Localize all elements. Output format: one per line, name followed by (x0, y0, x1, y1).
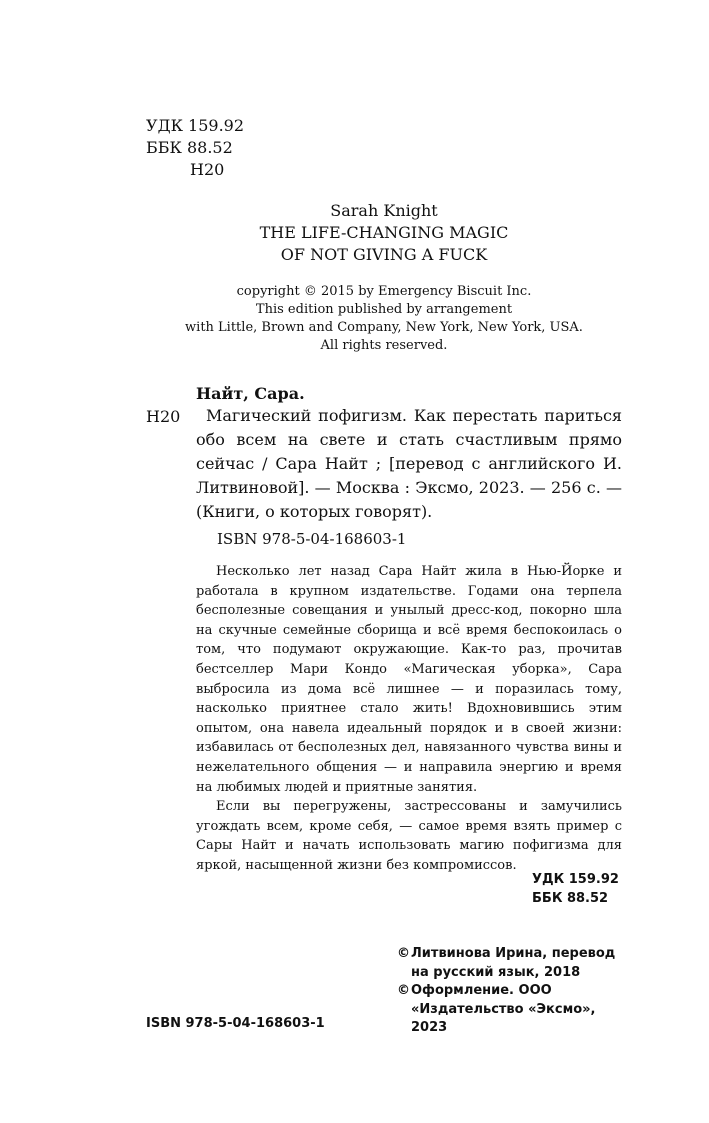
copyright-line: All rights reserved. (320, 338, 448, 353)
catalog-description: Магический пофигизм. Как перестать париться обо всем на свете и стать счастливым прямо сейчас / Сара Найт ; [перевод с английского И. Литвиновой]. — Москва : Эксмо, 2023. — 256 с. — (Книги, о которых говорят). (196, 406, 622, 521)
annotation-bbk: ББК 88.52 (532, 891, 609, 906)
catalog-isbn: ISBN 978-5-04-168603-1 (217, 530, 407, 548)
original-author: Sarah Knight (330, 201, 438, 220)
bbk-code: ББК 88.52 (146, 138, 233, 157)
catalog-heading: Найт, Сара. (196, 384, 305, 403)
classification-codes (146, 115, 244, 181)
copyright-line: copyright © 2015 by Emergency Biscuit Inc. (236, 284, 532, 299)
translation-rights (398, 945, 628, 982)
annotation-paragraph: Если вы перегружены, застрессованы и замучились угождать всем, кроме себя, — самое время взять пример с Сары Найт и начать использовать магию пофигизма для яркой, насыщенной жизни без компромиссов. (196, 799, 622, 873)
original-title-block (146, 200, 622, 266)
udk-code: УДК 159.92 (146, 116, 245, 135)
imprint-isbn: ISBN 978-5-04-168603-1 (146, 1016, 325, 1031)
catalog-author-mark: Н20 (146, 407, 181, 426)
translation-rights-text: Литвинова Ирина, перевод на русский язык, 2018 (411, 946, 616, 980)
copyright-symbol: © (397, 946, 410, 961)
copyright-line: with Little, Brown and Company, New York, New York, USA. (185, 320, 583, 335)
copyright-notice (146, 283, 622, 355)
copyright-symbol: © (397, 983, 410, 999)
annotation-codes (532, 870, 619, 908)
original-title-line: THE LIFE-CHANGING MAGIC (259, 223, 509, 242)
original-title-line: OF NOT GIVING A FUCK (280, 245, 488, 264)
rights-block (398, 945, 628, 1038)
author-mark: Н20 (190, 160, 225, 179)
copyright-line: This edition published by arrangement (255, 302, 513, 317)
design-rights (398, 982, 628, 1038)
annotation (196, 562, 622, 876)
design-rights-text: Оформление. ООО «Издательство «Эксмо», 2023 (411, 983, 596, 1036)
annotation-paragraph: Несколько лет назад Сара Найт жила в Нью-Йорке и работала в крупном издательстве. Годами она терпела бесполезные совещания и унылый дресс-код, покорно шла на скучные семейные сборища и всё время беспокоилась о том, что подумают окружающие. Как-то раз, прочитав бестселлер Мари Кондо «Магическая уборка», Сара выбросила из дома всё лишнее — и поразилась тому, насколько приятнее стало жить! Вдохновившись этим опытом, она навела идеальный порядок и в своей жизни: избавилась от бесполезных дел, навязанного чувства вины и нежелательного общения — и направила энергию и время на любимых людей и приятные занятия. (196, 564, 622, 795)
annotation-udk: УДК 159.92 (532, 872, 619, 887)
